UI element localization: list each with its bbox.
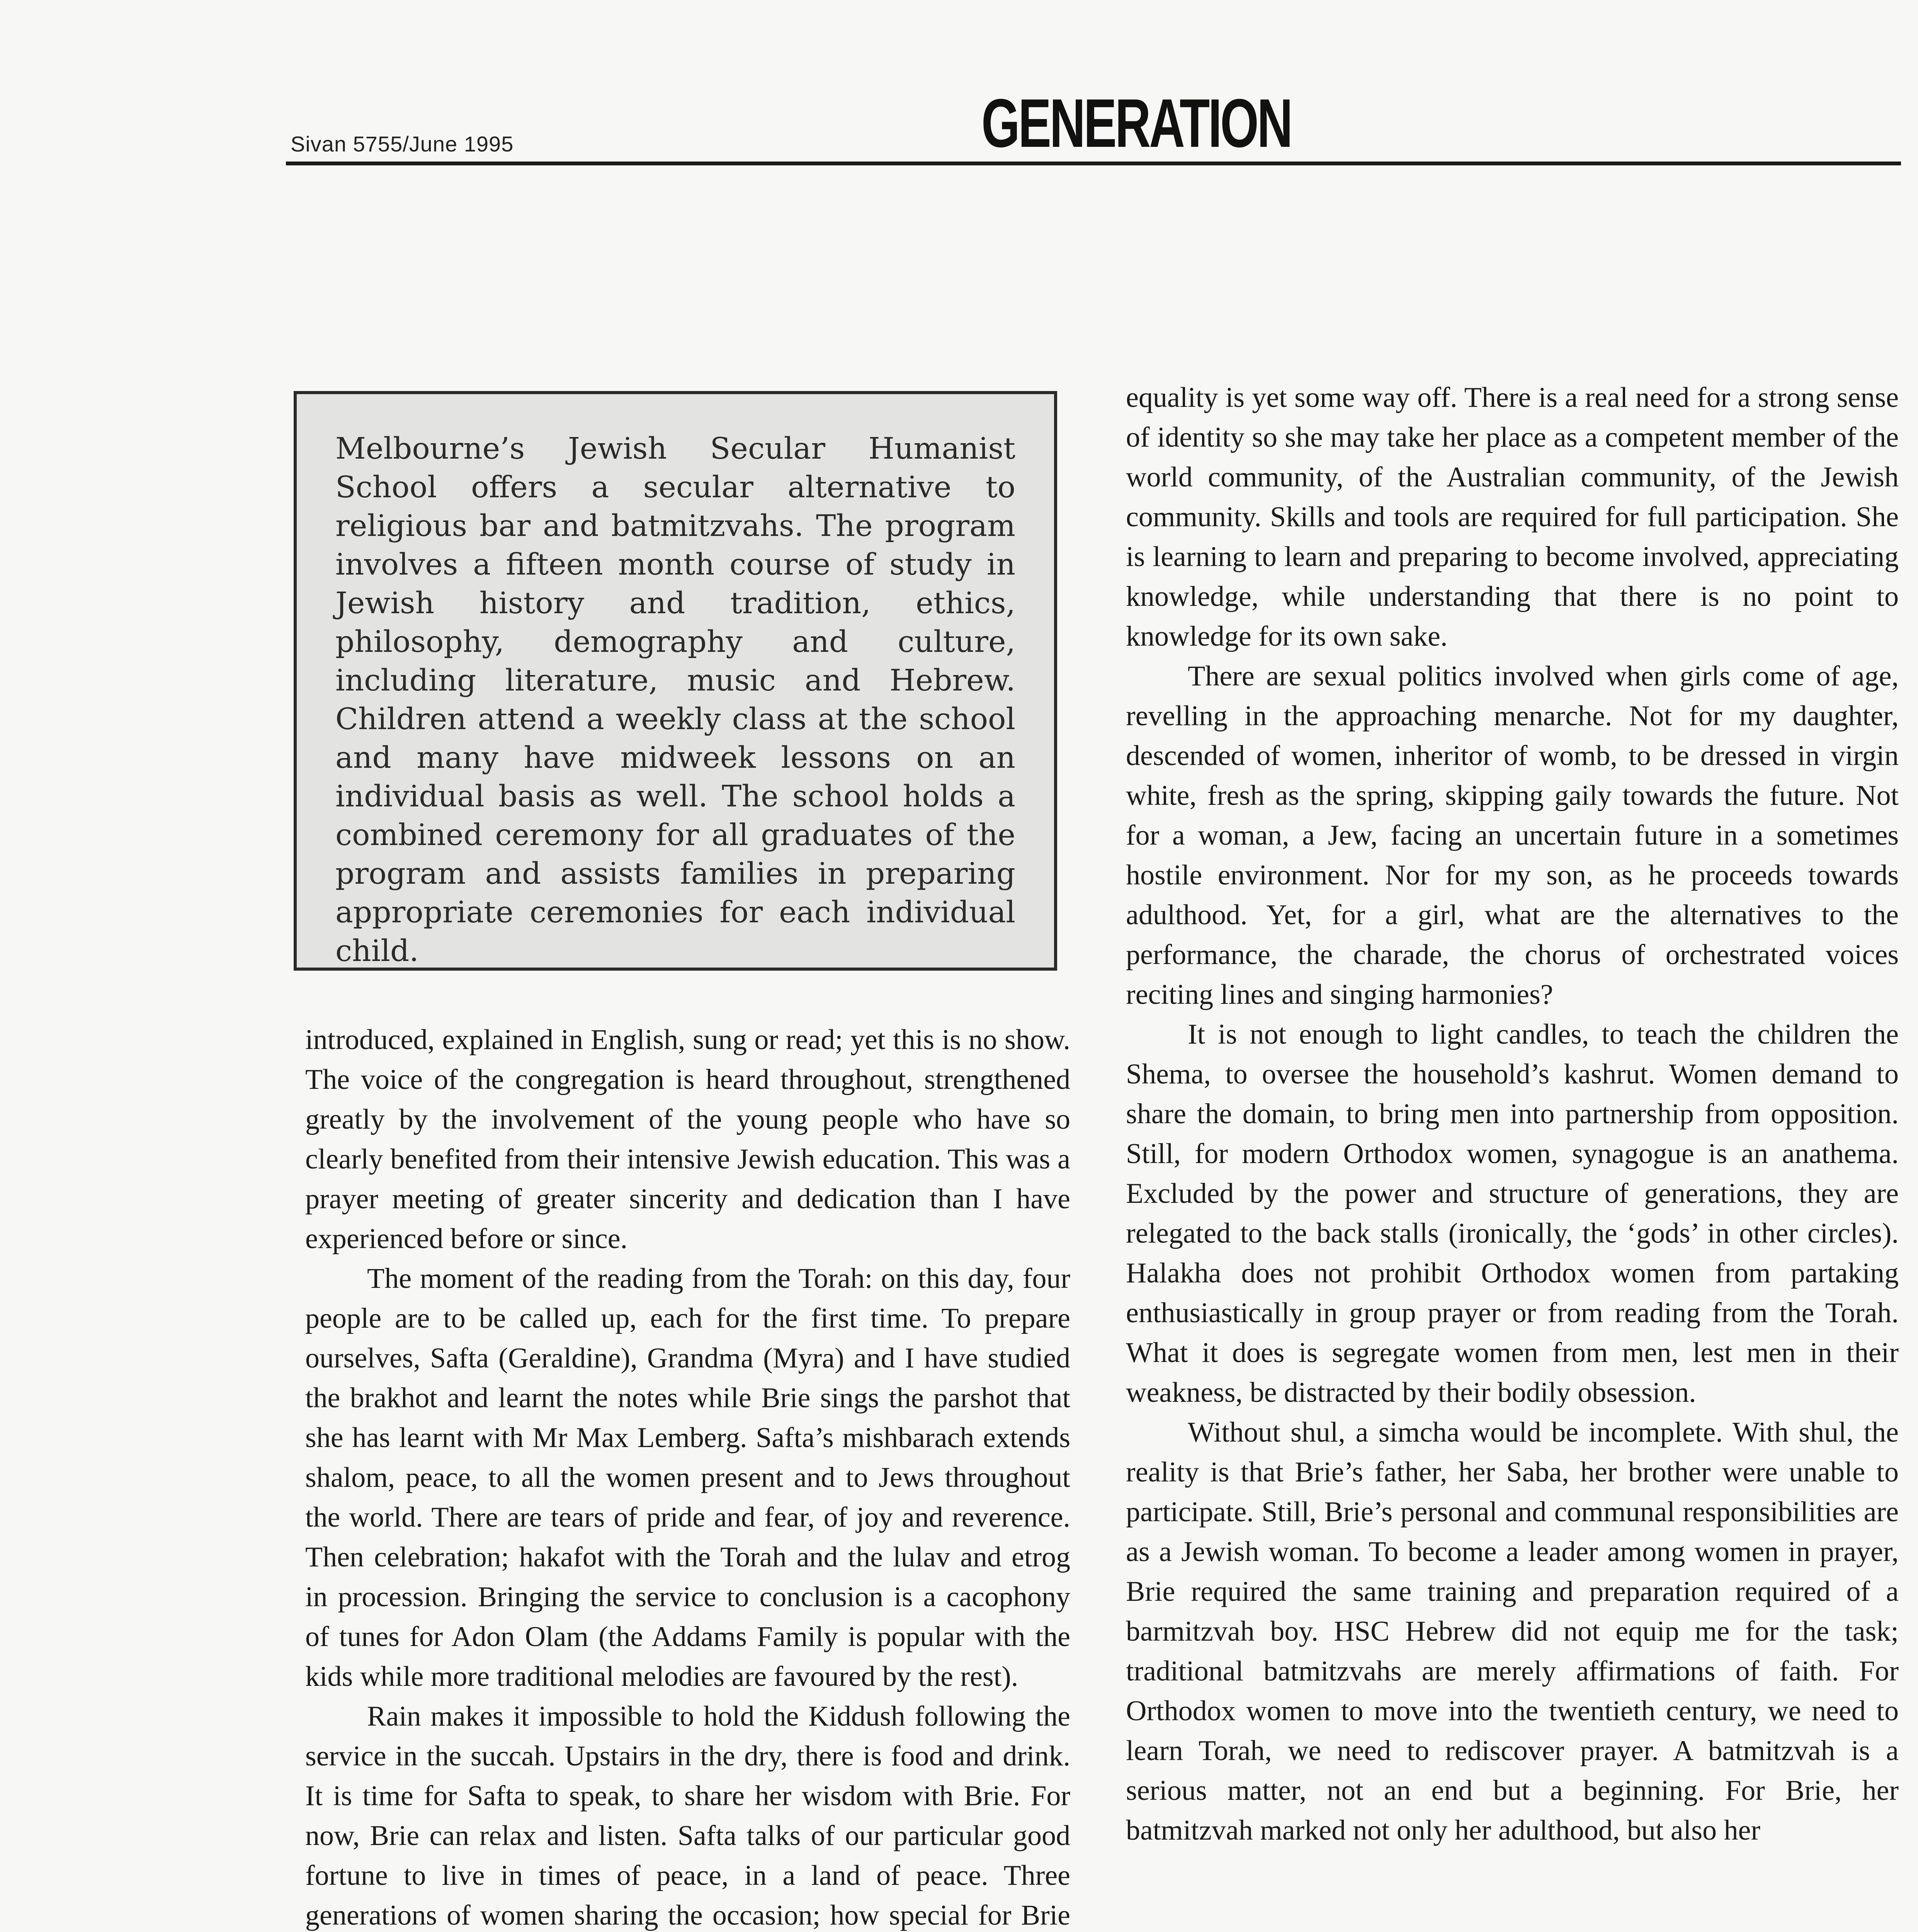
right-paragraph-2: There are sexual politics involved when girls come of age, revelling in the approaching menarche. Not for my daughter, descended of women, inheritor of womb, to be dressed in virgin white, fresh as the spring, skipping gaily towards the future. Not for a woman, a Jew, facing an uncertain future in a sometimes hostile environment. Nor for my son, as he proceeds towards adulthood. Yet, for a girl, what are the alternatives to the performance, the charade, the chorus of orchestrated voices reciting lines and singing harmonies? bbox=[1126, 660, 1899, 1010]
right-paragraph-4: Without shul, a simcha would be incomplete. With shul, the reality is that Brie’s father, her Saba, her brother were unable to participate. Still, Brie’s personal and communal responsibilities are as a Jewish woman. To become a leader among women in prayer, Brie required the same training and preparation required of a barmitzvah boy. HSC Hebrew did not equip me for the task; traditional batmitzvahs are merely affirmations of faith. For Orthodox women to move into the twentieth century, we need to learn Torah, we need to rediscover prayer. A batmitzvah is a serious matter, not an end but a beginning. For Brie, her batmitzvah marked not only her adulthood, but also her bbox=[1126, 1417, 1899, 1846]
right-paragraph-3: It is not enough to light candles, to teach the children the Shema, to oversee the household’s kashrut. Women demand to share the domain, to bring men into partnership from opposition. Still, for modern Orthodox women, synagogue is an anathema. Excluded by the power and structure of generations, they are relegated to the back stalls (ironically, the ‘gods’ in other circles). Halakha does not prohibit Orthodox women from partaking enthusiastically in group prayer or from reading from the Torah. What it does is segregate women from men, lest men in their weakness, be distracted by their bodily obsession. bbox=[1126, 1019, 1899, 1408]
right-column bbox=[1126, 378, 1899, 1850]
header-rule bbox=[286, 162, 1901, 165]
right-paragraph-1: equality is yet some way off. There is a real need for a strong sense of identity so she may take her place as a competent member of the world community, of the Australian community, of the Jewish community. Skills and tools are required for full participation. She is learning to learn and preparing to become involved, appreciating knowledge, while understanding that there is no point to knowledge for its own sake. bbox=[1126, 382, 1899, 652]
sidebar-text: Melbourne’s Jewish Secular Humanist School offers a secular alternative to religious bar and batmitzvahs. The program involves a fifteen month course of study in Jewish history and tradition, ethics, philosophy, demography and culture, including literature, music and Hebrew. Children attend a weekly class at the school and many have midweek lessons on an individual basis as well. The school holds a combined ceremony for all graduates of the program and assists families in preparing appropriate ceremonies for each individual child. bbox=[335, 432, 1015, 968]
issue-date: Sivan 5755/June 1995 bbox=[291, 132, 514, 156]
left-paragraph-3: Rain makes it impossible to hold the Kiddush following the service in the succah. Upstairs in the dry, there is food and drink. It is time for Safta to speak, to share her wisdom with Brie. For now, Brie can relax and listen. Safta talks of our particular good fortune to live in times of peace, in a land of peace. Three generations of women sharing the occasion; how special for Brie bbox=[305, 1701, 1070, 1931]
left-paragraph-2: The moment of the reading from the Torah: on this day, four people are to be called up, each for the first time. To prepare ourselves, Safta (Geraldine), Grandma (Myra) and I have studied the brakhot and learnt the notes while Brie sings the parshot that she has learnt with Mr Max Lemberg. Safta’s mishbarach extends shalom, peace, to all the women present and to Jews throughout the world. There are tears of pride and fear, of joy and reverence. Then celebration; hakafot with the Torah and the lulav and etrog in procession. Bringing the service to conclusion is a cacophony of tunes for Adon Olam (the Addams Family is popular with the kids while more traditional melodies are favoured by the rest). bbox=[305, 1263, 1070, 1692]
sidebar-box bbox=[294, 391, 1057, 971]
masthead-title: GENERATION bbox=[981, 85, 1291, 162]
left-paragraph-1: introduced, explained in English, sung or read; yet this is no show. The voice of the congregation is heard throughout, strengthened greatly by the involvement of the young people who have so clearly benefited from their intensive Jewish education. This was a prayer meeting of greater sincerity and dedication than I have experienced before or since. bbox=[305, 1024, 1070, 1255]
left-column bbox=[305, 1020, 1070, 1932]
